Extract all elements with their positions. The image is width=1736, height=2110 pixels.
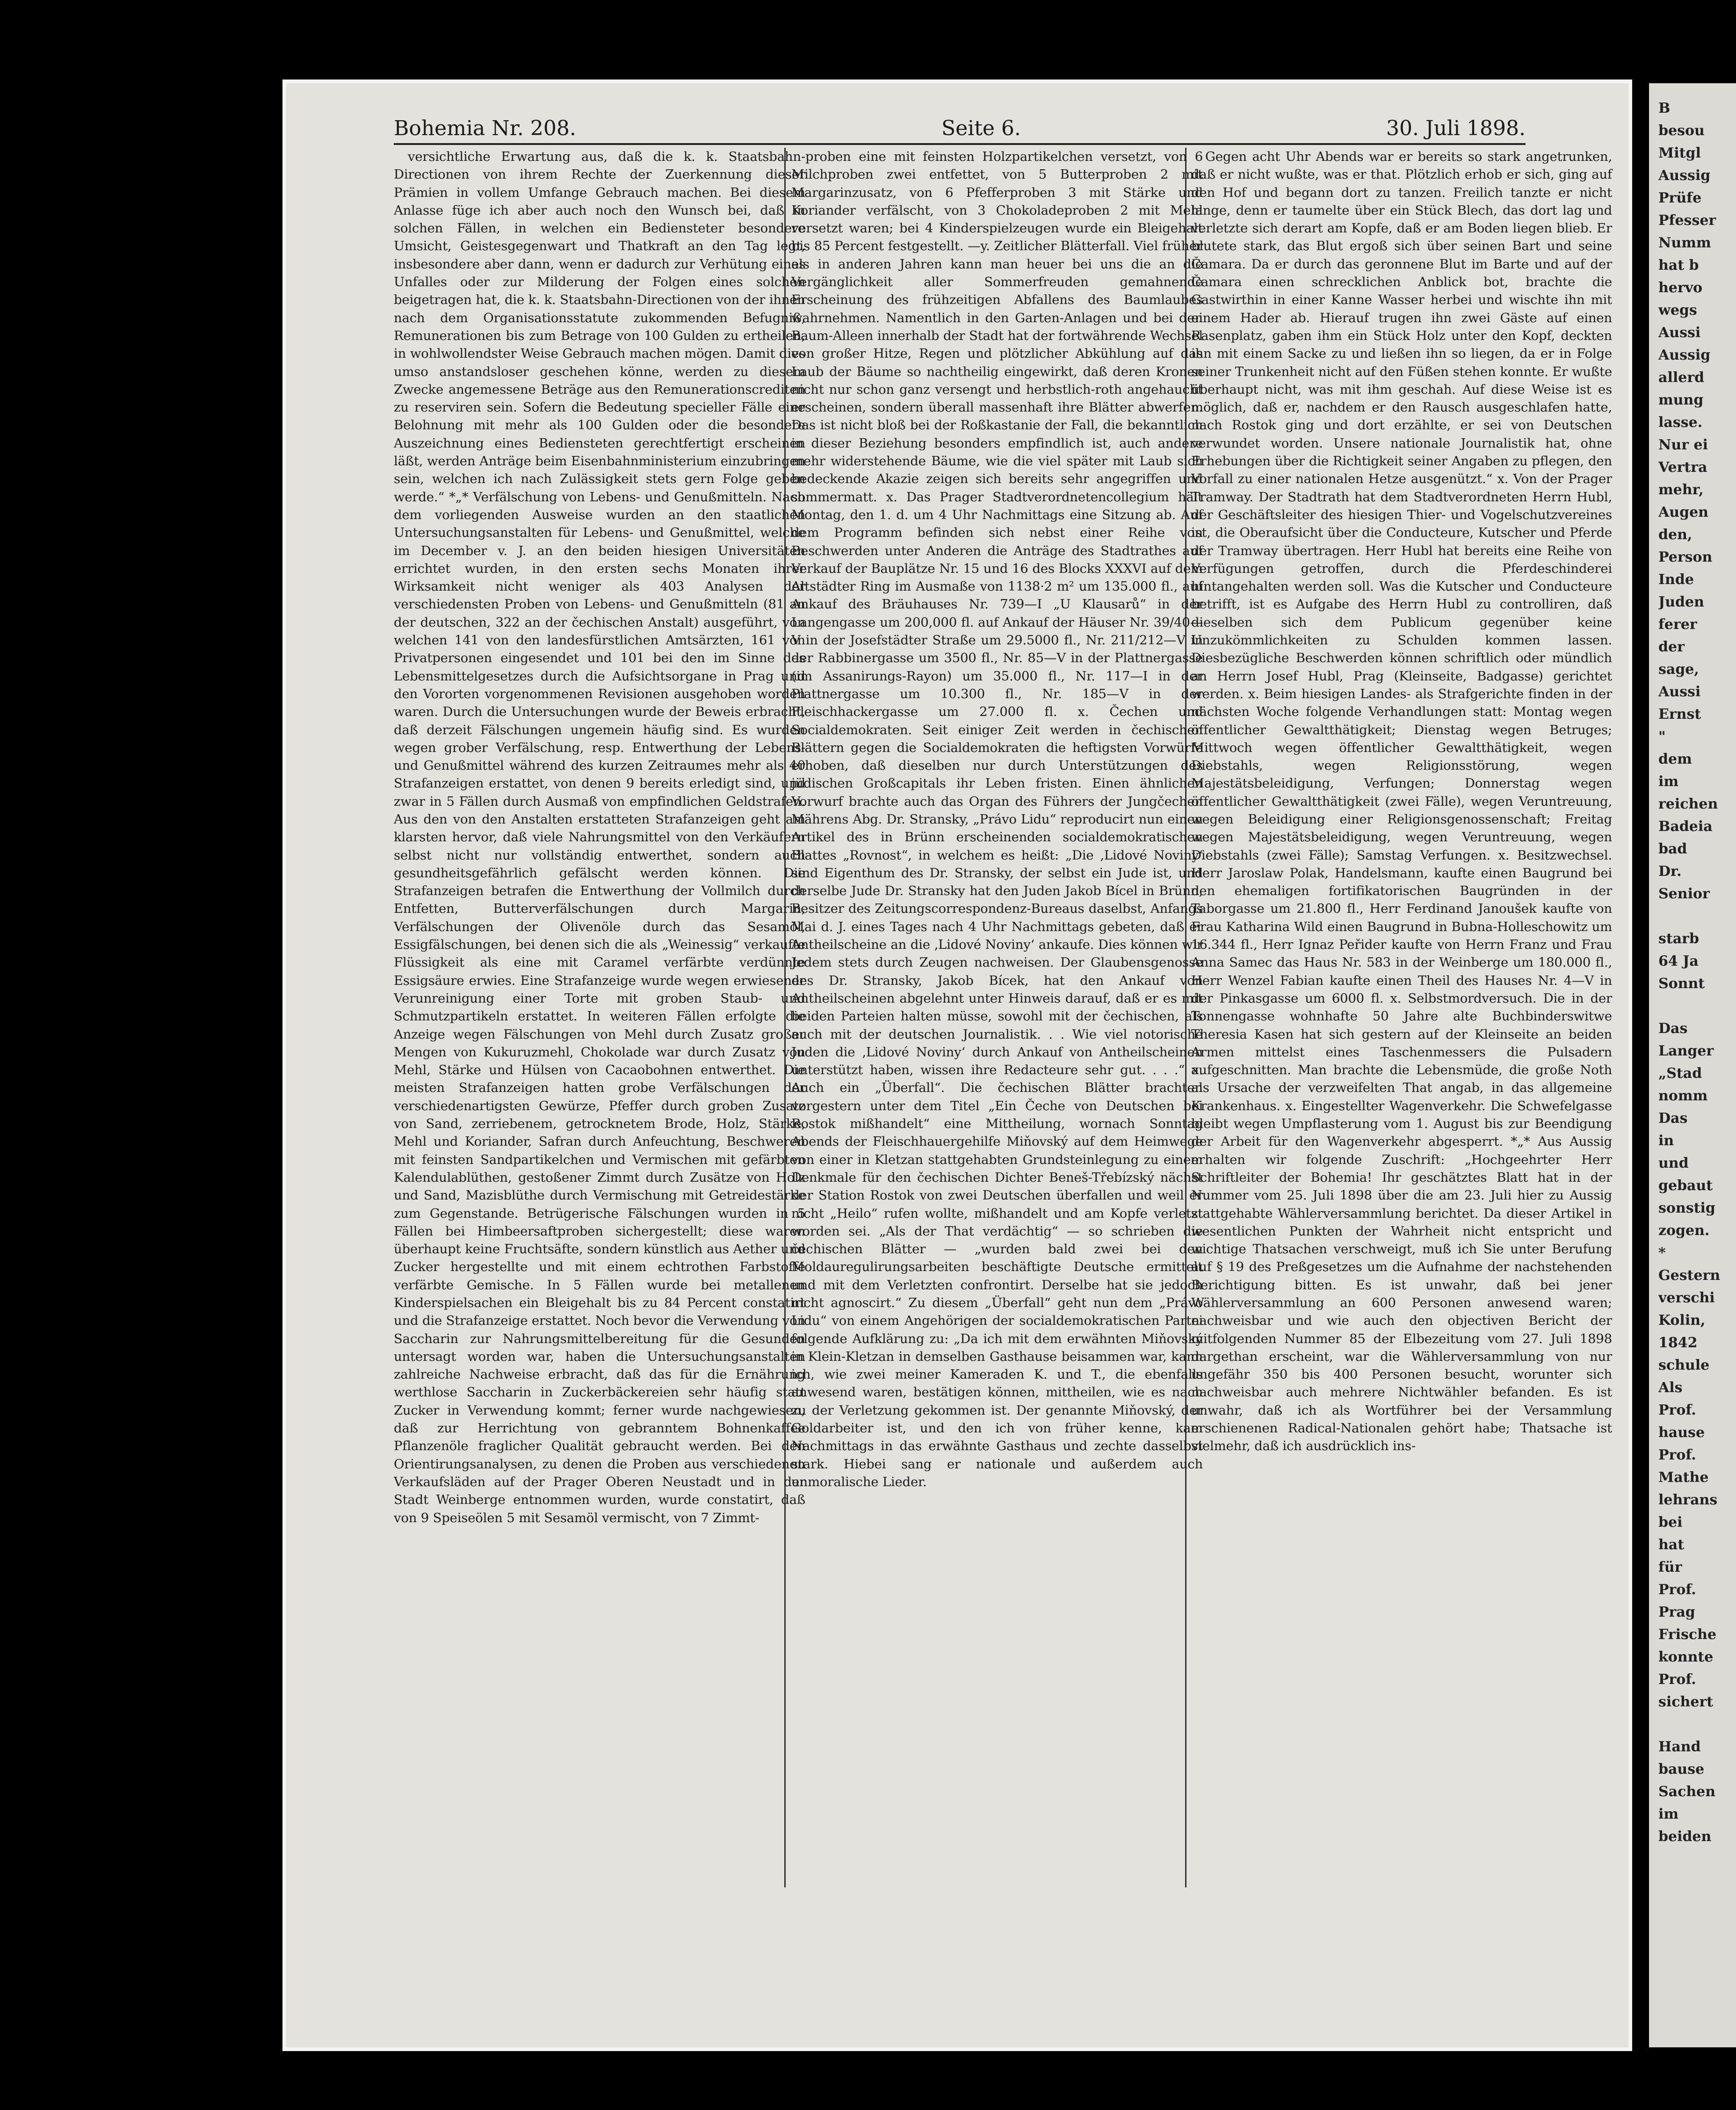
column-3-text: Gegen acht Uhr Abends war er bereits so stark angetrunken, daß er nicht wußte, was er that. Plötzlich erhob er sich, ging auf den Hof und begann dort zu tanzen. Freilich tanzte er nicht lange, denn er taumelte über ein Stück Blech, das dort lag und verletzte sich derart am Kopfe, daß er am Boden liegen blieb. Er blutete stark, das Blut ergoß sich über seinen Bart und seine Čamara. Da er durch das geronnene Blut im Barte und auf der Čamara einen schrecklichen Anblick bot, brachte die Gastwirthin in einer Kanne Wasser herbei und wischte ihn mit einem Hader ab. Hierauf trugen ihn zwei Gäste auf einen Rasenplatz, gaben ihm ein Stück Holz unter den Kopf, deckten ihn mit einem Sacke zu und ließen ihn so liegen, da er in Folge seiner Trunkenheit nicht auf den Füßen stehen konnte. Er wußte überhaupt nicht, was mit ihm geschah. Auf diese Weise ist es möglich, daß er, nachdem er den Rausch ausgeschlafen hatte, nach Rostok ging und dort erzählte, er sei von Deutschen verwundet worden. Unsere nationale Journalistik hat, ohne Erhebungen über die Richtigkeit seiner Angaben zu pflegen, den Vorfall zu einer nationalen Hetze ausgenützt.“ x. Von der Prager Tramway. Der Stadtrath hat dem Stadtverordneten Herrn Hubl, der Geschäftsleiter des hiesigen Thier- und Vogelschutzvereines ist, die Oberaufsicht über die Conducteure, Kutscher und Pferde der Tramway übertragen. Herr Hubl hat bereits eine Reihe von Verfügungen getroffen, durch die Pferdeschinderei hintangehalten werden soll. Was die Kutscher und Conducteure betrifft, ist es Aufgabe des Herrn Hubl zu controlliren, daß dieselben sich dem Publicum gegenüber keine Unzukömmlichkeiten zu Schulden kommen lassen. Diesbezügliche Beschwerden können schriftlich oder mündlich an Herrn Josef Hubl, Prag (Kleinseite, Badgasse) gerichtet werden. x. Beim hiesigen Landes- als Strafgerichte finden in der nächsten Woche folgende Verhandlungen statt: Montag wegen öffentlicher Gewaltthätigkeit; Dienstag wegen Betruges; Mittwoch wegen öffentlicher Gewaltthätigkeit, wegen Diebstahls, wegen Religionsstörung, wegen Majestätsbeleidigung, Verfungen; Donnerstag wegen öffentlicher Gewaltthätigkeit (zwei Fälle), wegen Veruntreuung, wegen Beleidigung einer Religionsgenossenschaft; Freitag wegen Majestätsbeleidigung, wegen Veruntreuung, wegen Diebstahls (zwei Fälle); Samstag Verfungen. x. Besitzwechsel. Herr Jaroslaw Polak, Handelsmann, kaufte einen Baugrund bei den ehemaligen fortifikatorischen Baugründen in der Taborgasse um 21.800 fl., Herr Ferdinand Janoušek kaufte von Frau Katharina Wild einen Baugrund in Bubna-Holleschowitz um 16.344 fl., Herr Ignaz Peřider kaufte von Herrn Franz und Frau Anna Samec das Haus Nr. 583 in der Weinberge um 180.000 fl., Herr Wenzel Fabian kaufte einen Theil des Hauses Nr. 4—V in der Pinkasgasse um 6000 fl. x. Selbstmordversuch. Die in der Tonnengasse wohnhafte 50 Jahre alte Buchbinderswitwe Theresia Kasen hat sich gestern auf der Kleinseite an beiden Armen mittelst eines Taschenmessers die Pulsadern aufgeschnitten. Man brachte die Lebensmüde, die große Noth als Ursache der verzweifelten That angab, in das allgemeine Krankenhaus. x. Eingestellter Wagenverkehr. Die Schwefelgasse bleibt wegen Umpflasterung vom 1. August bis zur Beendigung der Arbeit für den Wagenverkehr abgesperrt. *„* Aus Aussig erhalten wir folgende Zuschrift: „Hochgeehrter Herr Schriftleiter der Bohemia! Ihr geschätztes Blatt hat in der Nummer vom 25. Juli 1898 über die am 23. Juli hier zu Aussig stattgehabte Wählerversammlung berichtet. Da dieser Artikel in wesentlichen Punkten der Wahrheit nicht entspricht und wichtige Thatsachen verschweigt, muß ich Sie unter Berufung auf § 19 des Preßgesetzes um die Aufnahme der nachstehenden Berichtigung bitten. Es ist unwahr, daß bei jener Wählerversammlung an 600 Personen anwesend waren; nachweisbar und wie auch den objectiven Bericht der mitfolgenden Nummer 85 der Elbezeitung vom 27. Juli 1898 dargethan erscheint, war die Wählerversammlung von nur ungefähr 350 bis 400 Personen besucht, worunter sich nachweisbar auch mehrere Nichtwähler befanden. Es ist unwahr, daß ich als Wortführer bei der Versammlung erschienenen Radical-Nationalen gehört habe; Thatsache ist vielmehr, daß ich ausdrücklich ins- <box>1191 149 1612 1454</box>
page-header <box>394 108 1526 140</box>
column-1-text: versichtliche Erwartung aus, daß die k. k. Staatsbahn-Directionen von ihrem Rechte der Zuerkennung dieser Prämien in vollem Umfange Gebrauch machen. Bei diesem Anlasse füge ich aber auch noch den Wunsch bei, daß in solchen Fällen, in welchen ein Bediensteter besondere Umsicht, Geistesgegenwart und Thatkraft an den Tag legt, insbesondere aber dann, wenn er dadurch zur Verhütung eines Unfalles oder zur Milderung der Folgen eines solchen beigetragen hat, die k. k. Staatsbahn-Directionen von der ihnen nach dem Organisationsstatute zukommenden Befugniß, Remunerationen bis zum Betrage von 100 Gulden zu ertheilen, in wohlwollendster Weise Gebrauch machen mögen. Damit dies umso anstandsloser geschehen könne, werden zu diesem Zwecke angemessene Beträge aus den Remunerationscrediten zu reserviren sein. Sofern die Bedeutung specieller Fälle eine Belohnung mit mehr als 100 Gulden oder die besondere Auszeichnung eines Bediensteten gerechtfertigt erscheinen läßt, werden Anträge beim Eisenbahnministerium einzubringen sein, welchen ich nach Zulässigkeit stets gern Folge geben werde.“ *„* Verfälschung von Lebens- und Genußmitteln. Nach dem vorliegenden Ausweise wurden an den staatlichen Untersuchungsanstalten für Lebens- und Genußmittel, welche im December v. J. an den beiden hiesigen Universitäten errichtet wurden, in den ersten sechs Monaten ihrer Wirksamkeit nicht weniger als 403 Analysen der verschiedensten Proben von Lebens- und Genußmitteln (81 an der deutschen, 322 an der čechischen Anstalt) ausgeführt, von welchen 141 von den landesfürstlichen Amtsärzten, 161 von Privatpersonen eingesendet und 101 bei den im Sinne des Lebensmittelgesetzes durch die Aufsichtsorgane in Prag und den Vororten vorgenommenen Revisionen ausgehoben worden waren. Durch die Untersuchungen wurde der Beweis erbracht, daß derzeit Fälschungen ungemein häufig sind. Es wurden wegen grober Verfälschung, resp. Entwerthung der Lebens- und Genußmittel während des kurzen Zeitraumes mehr als 40 Strafanzeigen erstattet, von denen 9 bereits erledigt sind, und zwar in 5 Fällen durch Ausmaß von empfindlichen Geldstrafen. Aus den von den Anstalten erstatteten Strafanzeigen geht am klarsten hervor, daß viele Nahrungsmittel von den Verkäufern selbst nicht nur vollständig entwerthet, sondern auch gesundheitsgefährlich gefälscht werden können. Die Strafanzeigen betrafen die Entwerthung der Vollmilch durch Entfetten, Butterverfälschungen durch Margarin, Verfälschungen der Olivenöle durch das Sesamöl, Essigfälschungen, bei denen sich die als „Weinessig“ verkaufte Flüssigkeit als eine mit Caramel verfärbte verdünnte Essigsäure erwies. Eine Strafanzeige wurde wegen erwiesener Verunreinigung einer Torte mit groben Staub- und Schmutzpartikeln erstattet. In weiteren Fällen erfolgte die Anzeige wegen Fälschungen von Mehl durch Zusatz großer Mengen von Kukuruzmehl, Chokolade war durch Zusatz von Mehl, Stärke und Hülsen von Cacaobohnen entwerthet. Die meisten Strafanzeigen hatten grobe Verfälschungen der verschiedenartigsten Gewürze, Pfeffer durch groben Zusatz von Sand, zerriebenem, getrocknetem Brode, Holz, Stärke, Mehl und Koriander, Safran durch Anfeuchtung, Beschweren mit feinsten Sandpartikelchen und Vermischen mit gefärbten Kalendulablüthen, gestoßener Zimmt durch Zusätze von Holz und Sand, Mazisblüthe durch Vermischung mit Getreidestärke zum Gegenstande. Betrügerische Fälschungen wurden in 5 Fällen bei Himbeersaftproben sichergestellt; diese waren überhaupt keine Fruchtsäfte, sondern künstlich aus Aether und Zucker hergestellte und mit einem echtrothen Farbstoffe verfärbte Gemische. In 5 Fällen wurde bei metallenen Kinderspielsachen ein Bleigehalt bis zu 84 Percent constatirt und die Strafanzeige erstattet. Noch bevor die Verwendung von Saccharin zur Nahrungsmittelbereitung für die Gesunden untersagt worden war, haben die Untersuchungsanstalten zahlreiche Nachweise erbracht, daß das für die Ernährung werthlose Saccharin in Zuckerbäckereien sehr häufig statt Zucker in Verwendung kommt; ferner wurde nachgewiesen, daß zur Herrichtung von gebranntem Bohnenkaffee Pflanzenöle fraglicher Qualität gebraucht werden. Bei den Orientirungsanalysen, zu denen die Proben aus verschiedenen Verkaufsläden auf der Prager Oberen Neustadt und in der Stadt Weinberge entnommen wurden, wurde constatirt, daß von 9 Speiseölen 5 mit Sesamöl vermischt, von 7 Zimmt- <box>394 149 805 1525</box>
column-2 <box>791 148 1203 1491</box>
header-page-number: Seite 6. <box>941 116 1021 140</box>
column-1 <box>394 148 805 1527</box>
next-page-edge <box>1649 83 1736 2047</box>
header-rule <box>394 143 1526 145</box>
column-2-text: proben eine mit feinsten Holzpartikelchen versetzt, von 6 Milchproben zwei entfettet, von 5 Butterproben 2 mit Margarinzusatz, von 6 Pfefferproben 3 mit Stärke und Koriander verfälscht, von 3 Chokoladeproben 2 mit Mehl versetzt waren; bei 4 Kinderspielzeugen wurde ein Bleigehalt bis 85 Percent festgestellt. —y. Zeitlicher Blätterfall. Viel früher als in anderen Jahren kann man heuer bei uns die an die Vergänglichkeit aller Sommerfreuden gemahnende Erscheinung des frühzeitigen Abfallens des Baumlaubes wahrnehmen. Namentlich in den Garten-Anlagen und bei den Baum-Alleen innerhalb der Stadt hat der fortwährende Wechsel von großer Hitze, Regen und plötzlicher Abkühlung auf das Laub der Bäume so nachtheilig eingewirkt, daß deren Kronen nicht nur schon ganz versengt und herbstlich-roth angehaucht erscheinen, sondern überall massenhaft ihre Blätter abwerfen. Das ist nicht bloß bei der Roßkastanie der Fall, die bekanntlich in dieser Beziehung besonders empfindlich ist, auch andere mehr widerstehende Bäume, wie die viel später mit Laub sich bedeckende Akazie zeigen sich bereits sehr angegriffen und sommermatt. x. Das Prager Stadtverordnetencollegium hält Montag, den 1. d. um 4 Uhr Nachmittags eine Sitzung ab. Auf dem Programm befinden sich nebst einer Reihe von Beschwerden unter Anderen die Anträge des Stadtrathes auf Verkauf der Bauplätze Nr. 15 und 16 des Blocks XXXVI auf dem Altstädter Ring im Ausmaße von 1138·2 m² um 135.000 fl., auf Ankauf des Bräuhauses Nr. 739—I „U Klausarů“ in der Langengasse um 200,000 fl. auf Ankauf der Häuser Nr. 39/40—V in der Josefstädter Straße um 29.5000 fl., Nr. 211/212—V in der Rabbinergasse um 3500 fl., Nr. 85—V in der Plattnergasse (im Assanirungs-Rayon) um 35.000 fl., Nr. 117—I in der Plattnergasse um 10.300 fl., Nr. 185—V in der Fleischhackergasse um 27.000 fl. x. Čechen und Socialdemokraten. Seit einiger Zeit werden in čechischen Blättern gegen die Socialdemokraten die heftigsten Vorwürfe erhoben, daß dieselben nur durch Unterstützungen des jüdischen Großcapitals ihr Leben fristen. Einen ähnlichen Vorwurf brachte auch das Organ des Führers der Jungčechen Mährens Abg. Dr. Stransky, „Právo Lidu“ reproducirt nun einen Artikel des in Brünn erscheinenden socialdemokratischen Blattes „Rovnost“, in welchem es heißt: „Die ‚Lidové Noviny‘ sind Eigenthum des Dr. Stransky, der selbst ein Jude ist, und derselbe Jude Dr. Stransky hat den Juden Jakob Bícel in Brünn, Besitzer des Zeitungscorrespondenz-Bureaus daselbst, Anfangs Mai d. J. eines Tages nach 4 Uhr Nachmittags gebeten, daß er Antheilscheine an die ‚Lidové Noviny‘ ankaufe. Dies können wir Jedem stets durch Zeugen nachweisen. Der Glaubensgenosse des Dr. Stransky, Jakob Bícek, hat den Ankauf von Antheilscheinen abgelehnt unter Hinweis darauf, daß er es mit beiden Parteien halten müsse, sowohl mit der čechischen, als auch mit der deutschen Journalistik. . . Wie viel notorische Juden die ‚Lidové Noviny‘ durch Ankauf von Antheilscheinen unterstützt haben, wissen ihre Redacteure sehr gut. . . .“ x. Auch ein „Überfall“. Die čechischen Blätter brachten vorgestern unter dem Titel „Ein Čeche von Deutschen bei Rostok mißhandelt“ eine Mittheilung, wornach Sonntag Abends der Fleischhauergehilfe Miňovský auf dem Heimwege von einer in Kletzan stattgehabten Grundsteinlegung zu einem Denkmale für den čechischen Dichter Beneš-Třebízský nächst der Station Rostok von zwei Deutschen überfallen und weil er nicht „Heilo“ rufen wollte, mißhandelt und am Kopfe verletzt worden sei. „Als der That verdächtig“ — so schrieben die čechischen Blätter — „wurden bald zwei bei den Moldauregulirungsarbeiten beschäftigte Deutsche ermittelt und mit dem Verletzten confrontirt. Derselbe hat sie jedoch nicht agnoscirt.“ Zu diesem „Überfall“ geht nun dem „Právo Lidu“ von einem Angehörigen der socialdemokratischen Partei folgende Aufklärung zu: „Da ich mit dem erwähnten Miňovský in Klein-Kletzan in demselben Gasthause beisammen war, kann ich, wie zwei meiner Kameraden K. und T., die ebenfalls anwesend waren, bestätigen können, mittheilen, wie es nach zu der Verletzung gekommen ist. Der genannte Miňovský, der Goldarbeiter ist, und den ich von früher kenne, kam Nachmittags in das erwähnte Gasthaus und zechte dasselbst stark. Hiebei sang er nationale und außerdem auch unmoralische Lieder. <box>791 149 1203 1489</box>
header-date: 30. Juli 1898. <box>1386 116 1526 140</box>
next-page-fragment: B besou Mitgl Aussig Prüfe Pfesser Numm hat b hervo wegs Aussi Aussig allerd mung lasse. Nur ei Vertra mehr, Augen den, Person Inde Juden ferer der sage, Aussi Ernst " dem im reichen Badeia bad Dr. Senior starb 64 Ja Sonnt Das Langer „Stad nomm Das in und gebaut sonstig zogen. * Gestern verschi Kolin, 1842 schule Als Prof. hause Prof. Mathe lehrans bei hat für Prof. Prag Frische konnte Prof. sichert Hand bause Sachen im beiden <box>1658 100 1721 1845</box>
header-masthead: Bohemia Nr. 208. <box>394 116 576 140</box>
column-3 <box>1191 148 1612 1455</box>
newspaper-page <box>286 83 1628 2047</box>
